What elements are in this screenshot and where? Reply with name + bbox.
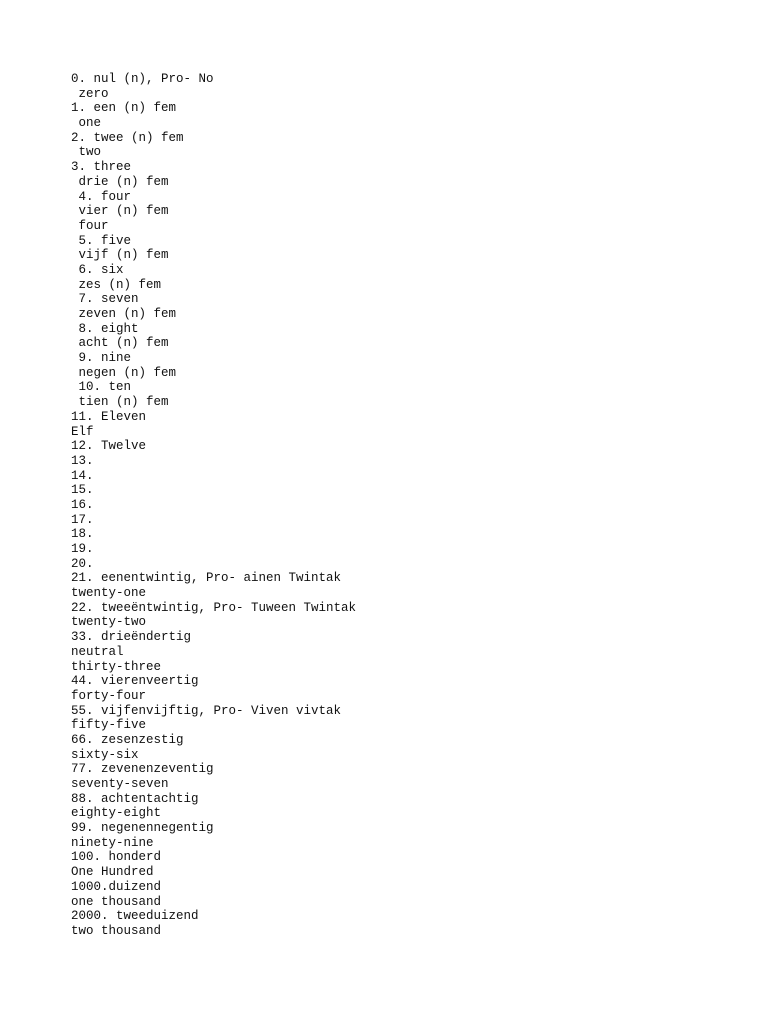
- text-line: one: [71, 116, 102, 131]
- text-line: 22. tweeëntwintig, Pro- Tuween Twintak: [71, 600, 357, 615]
- text-line: zes (n) fem: [71, 277, 162, 292]
- text-line: 10. ten: [71, 380, 132, 395]
- text-line: 2000. tweeduizend: [71, 909, 199, 924]
- text-line: four: [71, 218, 109, 233]
- text-line: acht (n) fem: [71, 336, 169, 351]
- text-line: 1000.duizend: [71, 879, 162, 894]
- text-line: 3. three: [71, 160, 132, 175]
- text-line: tien (n) fem: [71, 395, 169, 410]
- text-line: negen (n) fem: [71, 365, 177, 380]
- text-line: 14.: [71, 468, 94, 483]
- text-line: eighty-eight: [71, 806, 162, 821]
- text-line: 1. een (n) fem: [71, 101, 177, 116]
- text-line: 66. zesenzestig: [71, 732, 184, 747]
- text-line: two: [71, 145, 102, 160]
- text-line: forty-four: [71, 688, 147, 703]
- document-text: [71, 72, 721, 939]
- text-line: seventy-seven: [71, 777, 169, 791]
- text-line: 12. Twelve: [71, 439, 147, 454]
- text-line: Elf: [71, 424, 94, 439]
- text-line: sixty-six: [71, 747, 139, 762]
- text-line: 6. six: [71, 262, 124, 277]
- text-line: 19.: [71, 542, 94, 556]
- text-line: 16.: [71, 497, 94, 512]
- text-line: 11. Eleven: [71, 409, 147, 424]
- text-line: two thousand: [71, 923, 162, 938]
- text-line: 4. four: [71, 189, 132, 204]
- text-line: 0. nul (n), Pro- No: [71, 72, 214, 86]
- text-line: vier (n) fem: [71, 204, 169, 219]
- text-line: One Hundred: [71, 865, 154, 880]
- text-line: 7. seven: [71, 292, 139, 307]
- text-line: 88. achtentachtig: [71, 791, 199, 806]
- text-line: 33. drieëndertig: [71, 630, 192, 645]
- text-line: 99. negenennegentig: [71, 821, 214, 836]
- text-line: 44. vierenveertig: [71, 674, 199, 689]
- text-line: one thousand: [71, 894, 162, 909]
- text-line: 9. nine: [71, 351, 132, 366]
- text-line: zeven (n) fem: [71, 307, 177, 321]
- text-line: twenty-one: [71, 586, 147, 601]
- text-line: 20.: [71, 556, 94, 571]
- text-line: 17.: [71, 512, 94, 527]
- text-line: zero: [71, 86, 109, 101]
- text-line: 21. eenentwintig, Pro- ainen Twintak: [71, 571, 342, 586]
- text-line: 18.: [71, 527, 94, 542]
- text-line: twenty-two: [71, 615, 147, 630]
- text-line: 8. eight: [71, 321, 139, 336]
- text-line: ninety-nine: [71, 835, 154, 850]
- text-line: neutral: [71, 644, 124, 659]
- text-line: 15.: [71, 483, 94, 498]
- text-line: vijf (n) fem: [71, 248, 169, 263]
- text-line: 100. honderd: [71, 850, 162, 865]
- text-line: 13.: [71, 453, 94, 468]
- text-line: drie (n) fem: [71, 174, 169, 189]
- text-line: 77. zevenenzeventig: [71, 762, 214, 777]
- text-line: 2. twee (n) fem: [71, 130, 184, 145]
- text-line: fifty-five: [71, 718, 147, 733]
- text-line: thirty-three: [71, 659, 162, 674]
- text-line: 55. vijfenvijftig, Pro- Viven vivtak: [71, 703, 342, 718]
- document-page: [71, 72, 721, 939]
- text-line: 5. five: [71, 233, 132, 248]
